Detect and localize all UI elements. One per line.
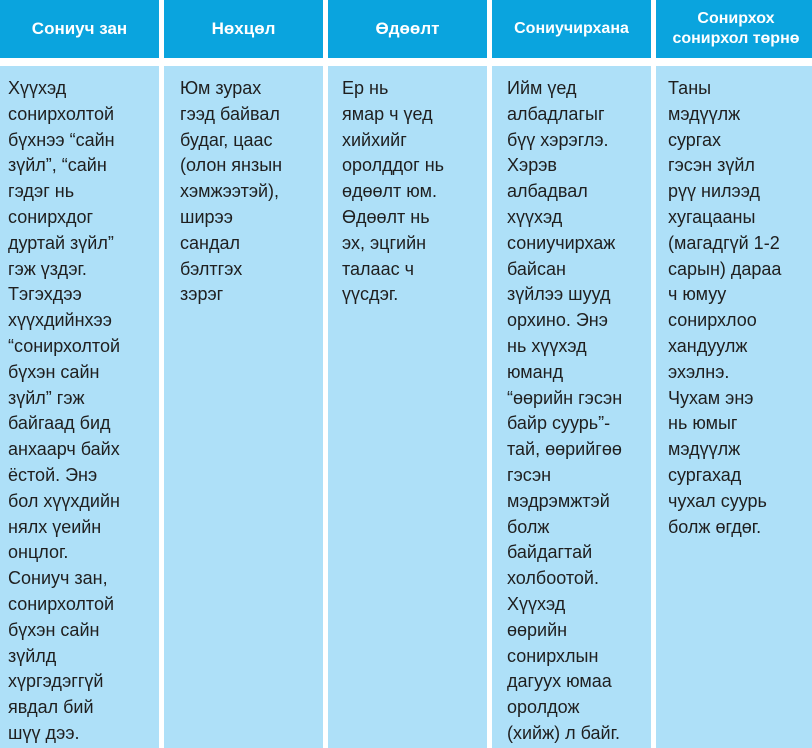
header-interest-arises: Сонирхох сонирхол төрнө	[656, 0, 812, 58]
cell-conditions-text: Юм зурах гээд байвал будаг, цаас (олон янзын хэмжээтэй), ширээ сандал бэлтгэх зэрэг	[164, 66, 323, 748]
header-conditions: Нөхцөл	[164, 0, 323, 58]
cell-curiosity-text: Хүүхэд сонирхолтой бүхнээ “сайн зүйл”, “сайн гэдэг нь сонирхдог дуртай зүйл” гэж үздэг. Тэгэхдээ хүүхдийнхээ “сонирхолтой бүхэн сайн зүйл” гэж байгаад бид анхаарч байх ёстой. Энэ бол хүүхдийн нялх үеийн онцлог. Сониуч зан, сонирхолтой бүхэн сайн зүйлд хүргэдэггүй явдал бий шүү дээ.	[0, 66, 159, 748]
header-curiosity: Сониуч зан	[0, 0, 159, 58]
cell-inquisitiveness-text: Ийм үед албадлагыг бүү хэрэглэ. Хэрэв албадвал хүүхэд сониучирхаж байсан зүйлээ шууд орхино. Энэ нь хүүхэд юманд “өөрийн гэсэн байр суурь”- тай, өөрийгөө гэсэн мэдрэмжтэй болж байдагтай холбоотой. Хүүхэд өөрийн сонирхлын дагуух юмаа оролдож (хийж) л байг.	[492, 66, 651, 748]
cell-interest-arises-text: Таны мэдүүлж сургах гэсэн зүйл рүү нилээд хугацааны (магадгүй 1-2 сарын) дараа ч юмуу сонирхлоо хандуулж эхэлнэ. Чухам энэ нь юмыг мэдүүлж сургахад чухал суурь болж өгдөг.	[656, 66, 812, 748]
header-inquisitiveness: Сониучирхана	[492, 0, 651, 58]
cell-stimulus-text: Ер нь ямар ч үед хийхийг оролддог нь өдөөлт юм. Өдөөлт нь эх, эцгийн талаас ч үүсдэг.	[328, 66, 487, 748]
header-stimulus: Өдөөлт	[328, 0, 487, 58]
